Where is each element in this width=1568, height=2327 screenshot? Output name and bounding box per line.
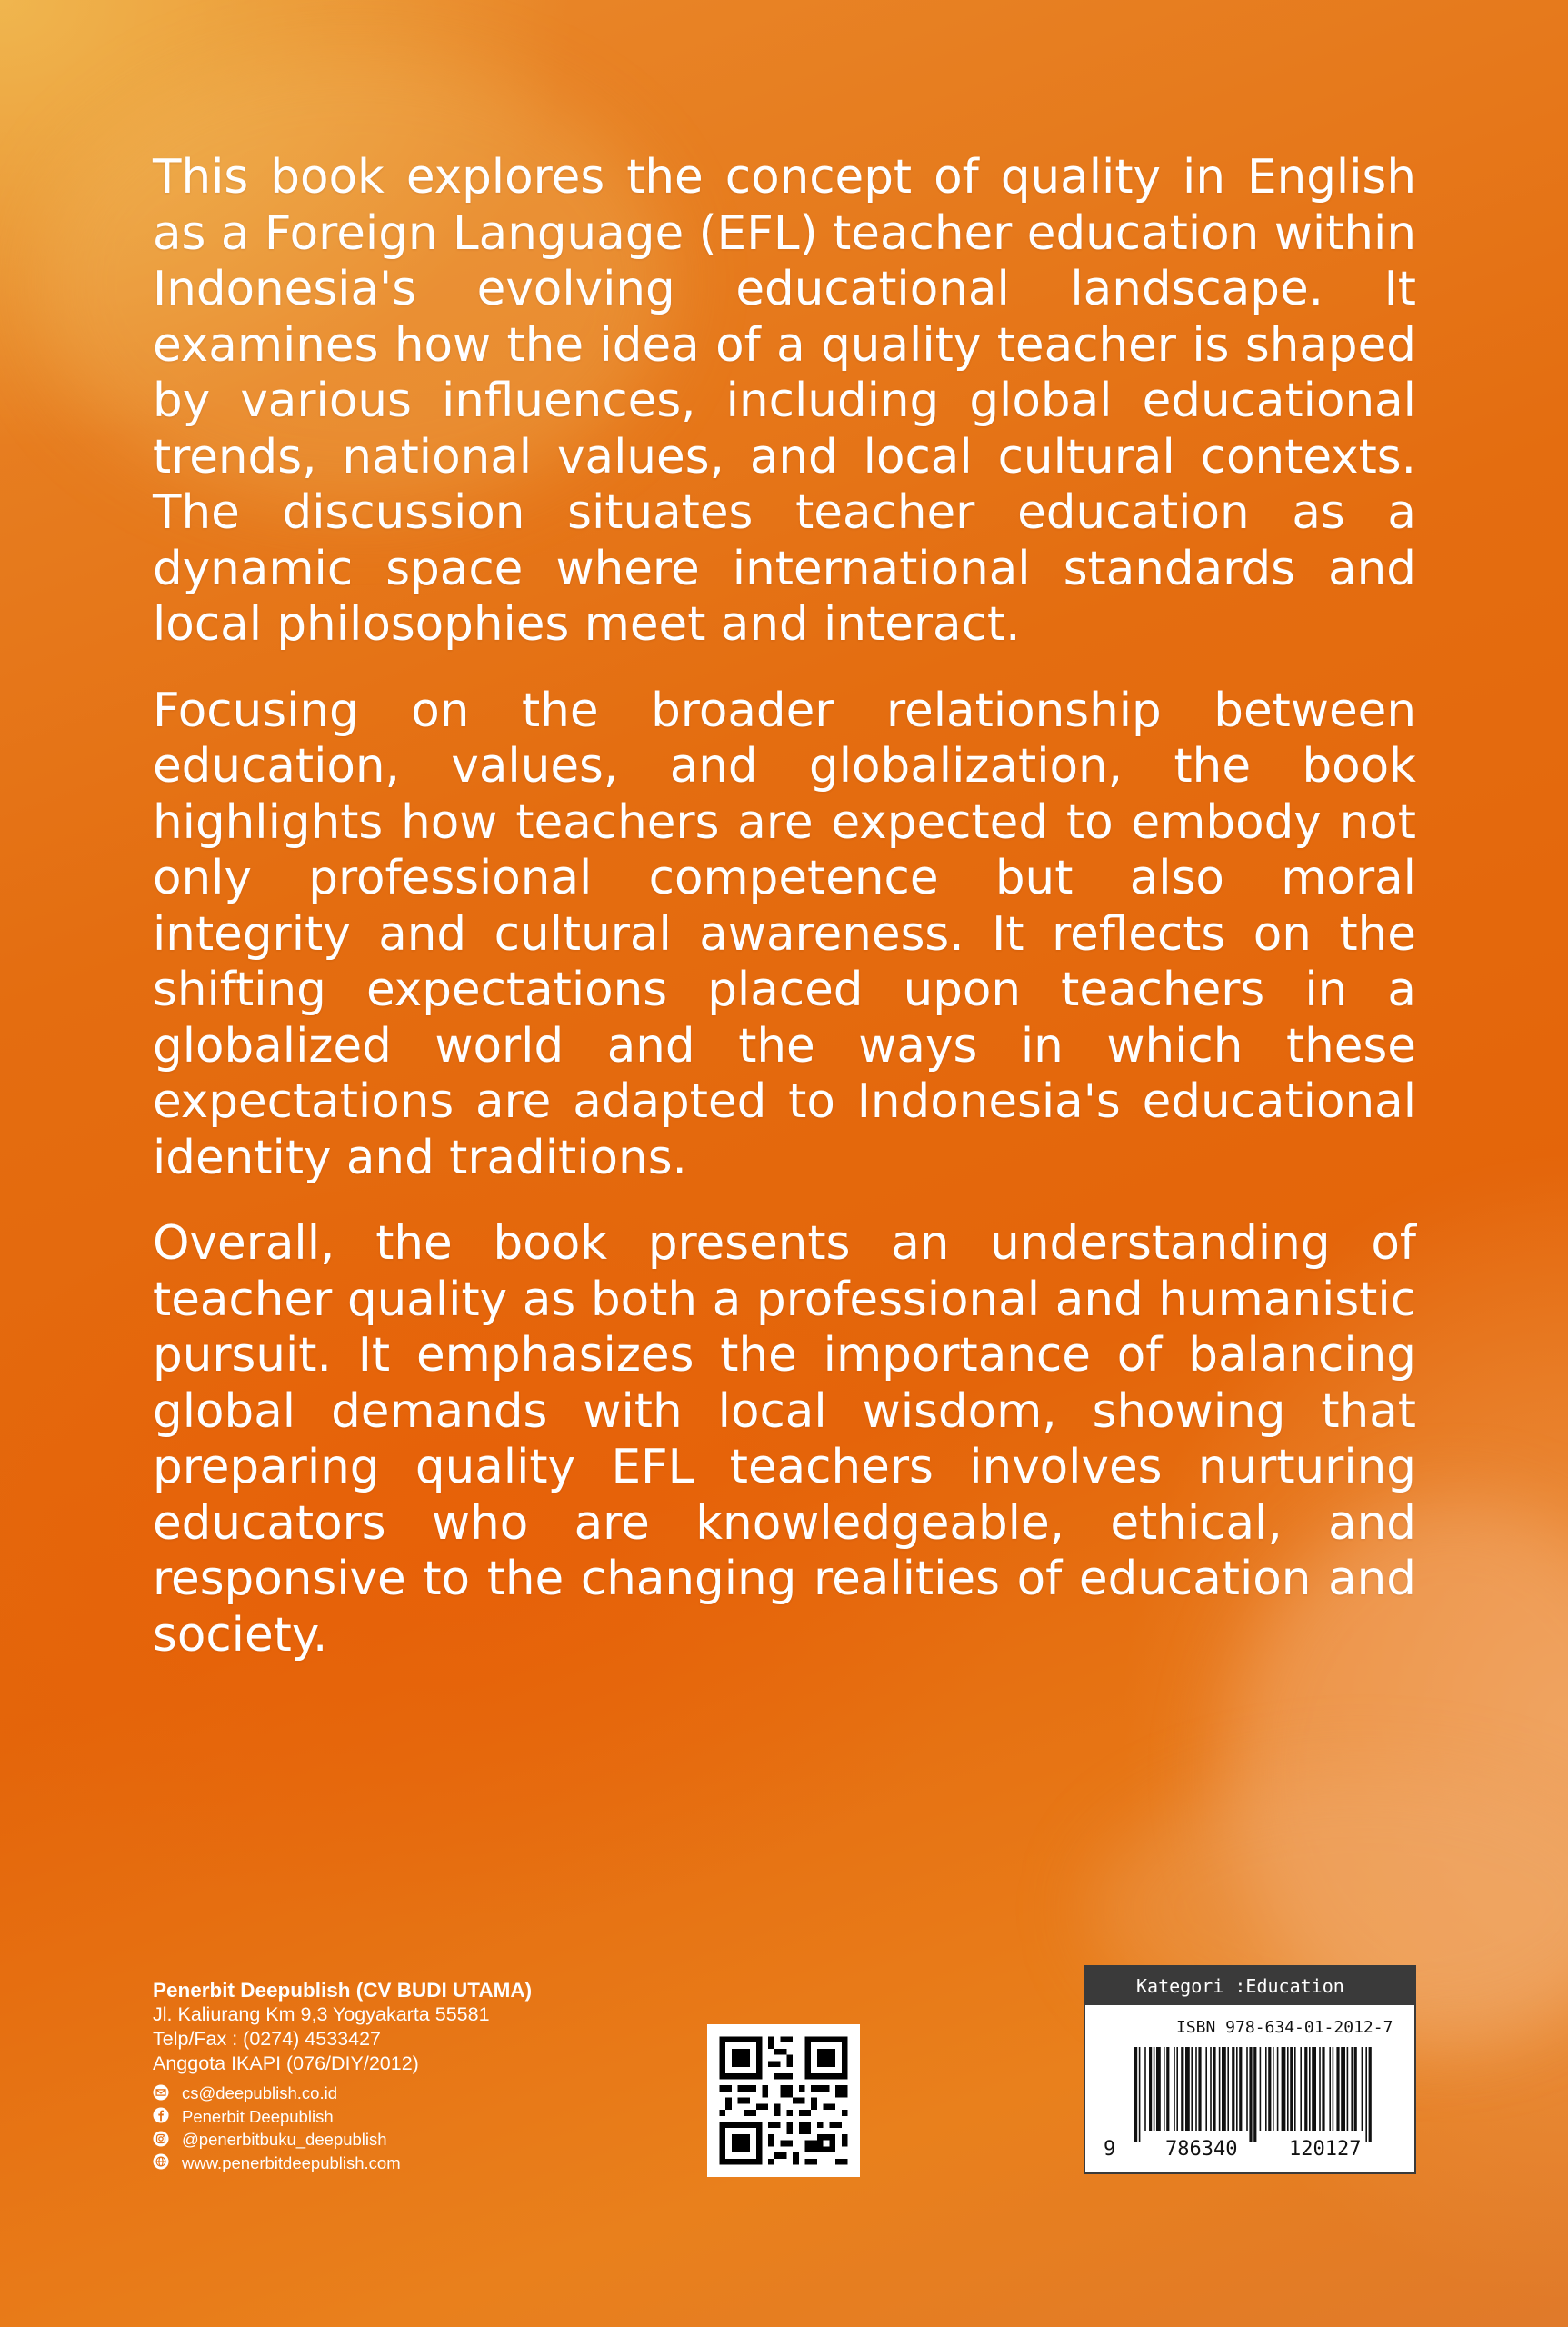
barcode-bar — [1156, 2047, 1161, 2131]
barcode-bar — [1176, 2047, 1178, 2131]
barcode-bar — [1277, 2047, 1279, 2131]
category-label: Kategori :Education — [1085, 1967, 1414, 2005]
barcode-bar — [1227, 2047, 1229, 2131]
barcode-bar — [1164, 2047, 1165, 2131]
barcode-bar — [1369, 2047, 1372, 2142]
barcode-bar — [1333, 2047, 1334, 2131]
barcode-bar — [1149, 2047, 1152, 2131]
barcode-bar — [1260, 2047, 1262, 2131]
barcode-bar — [1319, 2047, 1321, 2131]
barcode-bar — [1347, 2047, 1349, 2131]
barcode-bar — [1300, 2047, 1302, 2131]
instagram-icon — [153, 2131, 171, 2149]
blurb-paragraph-2: Focusing on the broader relationship between education, values, and globalization, the book highlights how teachers are expected to embody not only professional competence but also moral integrity and cultural awareness. It reflects on the shifting expectations placed upon teachers in a globalized world and the ways in which these expectations are adapted to Indonesia's educational identity and traditions. — [153, 683, 1416, 1185]
barcode-bar — [1329, 2047, 1331, 2131]
barcode-bar — [1232, 2047, 1234, 2131]
barcode-bar — [1236, 2047, 1238, 2131]
barcode-bar — [1273, 2047, 1274, 2131]
barcode-bar — [1365, 2047, 1367, 2142]
contact-email — [153, 2082, 716, 2105]
email-icon — [153, 2084, 171, 2102]
barcode-bar — [1304, 2047, 1307, 2131]
barcode-bar — [1219, 2047, 1221, 2131]
contact-website — [153, 2152, 716, 2175]
facebook-icon — [153, 2107, 171, 2125]
barcode-bar — [1362, 2047, 1363, 2131]
barcode-bar — [1205, 2047, 1207, 2131]
contact-list — [153, 2082, 716, 2174]
barcode-bar — [1249, 2047, 1252, 2142]
barcode-bar — [1341, 2047, 1345, 2131]
isbn-barcode — [1084, 1965, 1416, 2174]
barcode-digits-right: 120127 — [1289, 2138, 1362, 2161]
contact-website-text: www.penerbitdeepublish.com — [182, 2152, 401, 2172]
barcode-bar — [1195, 2047, 1197, 2131]
publisher-name: Penerbit Deepublish (CV BUDI UTAMA) — [153, 1979, 533, 2002]
barcode-bar — [1185, 2047, 1190, 2131]
barcode-bar — [1351, 2047, 1353, 2131]
barcode-bar — [1191, 2047, 1193, 2131]
barcode-bar — [1287, 2047, 1289, 2131]
publisher-membership: Anggota IKAPI (076/DIY/2012) — [153, 2052, 419, 2074]
barcode-digit-first: 9 — [1104, 2138, 1116, 2161]
barcode-bar — [1154, 2047, 1155, 2131]
barcode-bar — [1354, 2047, 1357, 2131]
contact-instagram-text: @penerbitbuku_deepublish — [182, 2130, 387, 2149]
blurb-paragraph-3: Overall, the book presents an understanding of teacher quality as both a professional and humanistic pursuit. It emphasizes the importance of balancing global demands with local wisdom, showing that preparing quality EFL teachers involves nurturing educators who are knowledgeable, ethical, and responsive to the changing realities of education and society. — [153, 1216, 1416, 1663]
contact-facebook — [153, 2105, 716, 2129]
contact-instagram — [153, 2128, 716, 2152]
barcode-bar — [1282, 2047, 1286, 2131]
blurb-paragraph-1: This book explores the concept of quality in English as a Foreign Language (EFL) teacher education within Indonesia's evolving educational landscape. It examines how the idea of a quality teacher is shaped by various influences, including global educational trends, national values, and local cultural contexts. The discussion situates teacher education as a dynamic space where international standards and local philosophies meet and interact. — [153, 150, 1416, 652]
barcode-bar — [1309, 2047, 1311, 2131]
barcode-bar — [1290, 2047, 1293, 2131]
barcode-bar — [1222, 2047, 1226, 2131]
barcode-bar — [1312, 2047, 1316, 2131]
barcode-bar — [1268, 2047, 1271, 2131]
barcode-bar — [1253, 2047, 1256, 2142]
barcode-bar — [1198, 2047, 1201, 2131]
qr-code — [707, 2024, 860, 2177]
barcode-bar — [1166, 2047, 1169, 2131]
contact-email-text: cs@deepublish.co.id — [182, 2083, 337, 2102]
barcode-bar — [1181, 2047, 1183, 2131]
barcode-bar — [1322, 2047, 1324, 2131]
barcode-bar — [1134, 2047, 1137, 2142]
barcode-bar — [1265, 2047, 1267, 2131]
barcode-bar — [1246, 2047, 1248, 2131]
barcode-bar — [1139, 2047, 1141, 2142]
barcode-bars — [1134, 2047, 1373, 2142]
barcode-bar — [1213, 2047, 1215, 2131]
barcode-bar — [1144, 2047, 1146, 2131]
barcode-bar — [1239, 2047, 1242, 2131]
publisher-phone: Telp/Fax : (0274) 4533427 — [153, 2028, 381, 2050]
contact-facebook-text: Penerbit Deepublish — [182, 2106, 334, 2126]
barcode-bar — [1174, 2047, 1175, 2131]
globe-icon — [153, 2153, 171, 2172]
book-blurb — [153, 150, 1416, 1693]
isbn-number: ISBN 978-634-01-2012-7 — [1176, 2018, 1393, 2037]
publisher-info — [153, 1978, 716, 2174]
barcode-bar — [1336, 2047, 1339, 2131]
barcode-bar — [1210, 2047, 1212, 2131]
publisher-address: Jl. Kaliurang Km 9,3 Yogyakarta 55581 — [153, 2003, 490, 2025]
barcode-digits-left: 786340 — [1165, 2138, 1238, 2161]
barcode-bar — [1294, 2047, 1296, 2131]
